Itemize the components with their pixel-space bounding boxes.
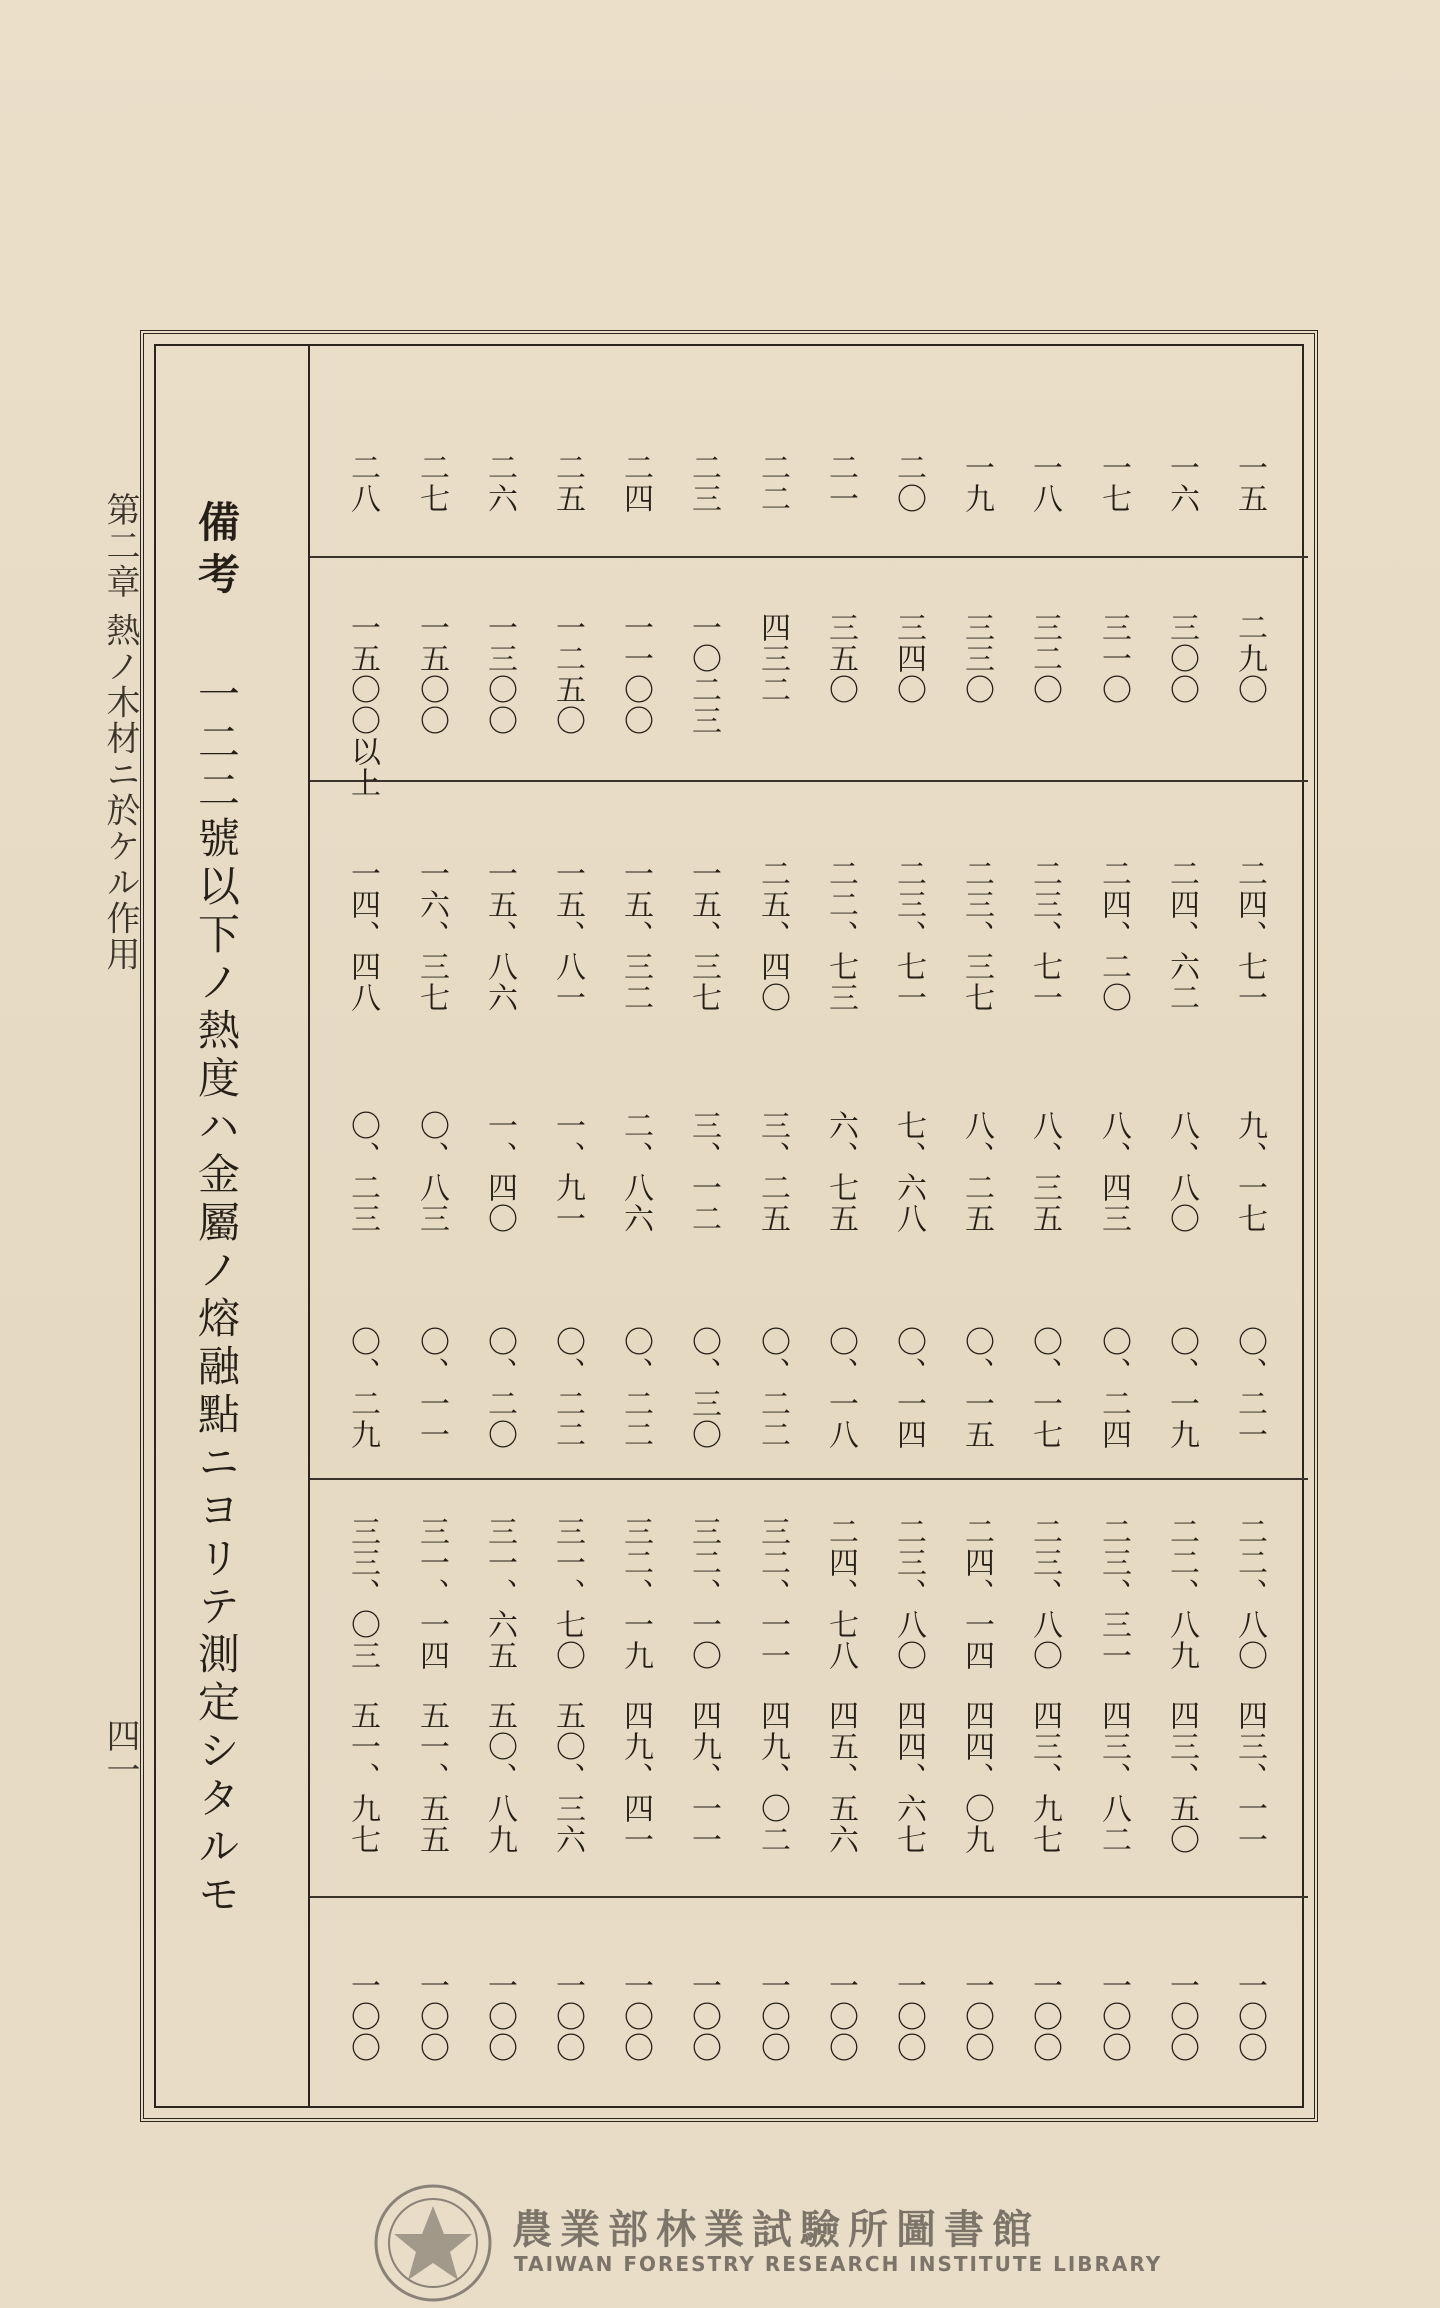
cell-c1: 一四、四八 xyxy=(345,858,380,1013)
remarks-label: 備考 xyxy=(192,500,241,604)
cell-c1: 一五、三二 xyxy=(618,858,653,1013)
cell-c1: 二三、七一 xyxy=(1027,858,1062,1013)
cell-c5: 四四、〇九 xyxy=(959,1700,994,1855)
cell-c4: 三二、一九 xyxy=(618,1516,653,1671)
cell-no: 二一 xyxy=(823,452,858,514)
cell-c2: 一、四〇 xyxy=(482,1110,517,1234)
cell-c1: 二四、二〇 xyxy=(1096,858,1131,1013)
cell-c4: 三二、一一 xyxy=(755,1516,790,1671)
cell-c5: 四五、五六 xyxy=(823,1700,858,1855)
cell-c2: 八、三五 xyxy=(1027,1110,1062,1234)
cell-total: 一〇〇 xyxy=(414,1970,449,2063)
cell-c3: 〇、二四 xyxy=(1096,1326,1131,1450)
cell-total: 一〇〇 xyxy=(1096,1970,1131,2063)
cell-temp: 三三〇 xyxy=(959,612,994,705)
cell-c1: 二五、四〇 xyxy=(755,858,790,1013)
cell-temp: 三四〇 xyxy=(891,612,926,705)
cell-c1: 二二、七三 xyxy=(823,858,858,1013)
cell-no: 二三 xyxy=(686,452,721,514)
cell-total: 一〇〇 xyxy=(345,1970,380,2063)
cell-c4: 三二、一〇 xyxy=(686,1516,721,1671)
cell-c1: 二四、六二 xyxy=(1164,858,1199,1013)
cell-c2: 八、八〇 xyxy=(1164,1110,1199,1234)
cell-total: 一〇〇 xyxy=(755,1970,790,2063)
cell-c3: 〇、二二 xyxy=(755,1326,790,1450)
cell-c3: 〇、二一 xyxy=(1232,1326,1267,1450)
cell-c2: 六、七五 xyxy=(823,1110,858,1234)
library-name: 農業部林業試驗所圖書館 xyxy=(512,2207,1040,2253)
cell-c2: 七、六八 xyxy=(891,1110,926,1234)
cell-c1: 一六、三七 xyxy=(414,858,449,1013)
page-number: 四一 xyxy=(100,1718,140,1786)
cell-temp: 一三〇〇 xyxy=(482,612,517,736)
cell-total: 一〇〇 xyxy=(823,1970,858,2063)
cell-temp: 三〇〇 xyxy=(1164,612,1199,705)
cell-c5: 五〇、八九 xyxy=(482,1700,517,1855)
cell-c4: 三一、一四 xyxy=(414,1516,449,1671)
cell-no: 二六 xyxy=(482,452,517,514)
cell-c4: 二三、三一 xyxy=(1096,1516,1131,1671)
cell-no: 一八 xyxy=(1027,452,1062,514)
cell-c2: 一、九一 xyxy=(550,1110,585,1234)
remarks-text: 一二二號以下ノ熱度ハ金屬ノ熔融點ニヨリテ測定シタルモ xyxy=(192,672,241,1920)
cell-c1: 一五、八一 xyxy=(550,858,585,1013)
row-divider xyxy=(310,556,1308,558)
cell-c5: 五〇、三六 xyxy=(550,1700,585,1855)
cell-c3: 〇、二九 xyxy=(345,1326,380,1450)
cell-no: 一九 xyxy=(959,452,994,514)
cell-no: 二八 xyxy=(345,452,380,514)
cell-c2: 二、八六 xyxy=(618,1110,653,1234)
cell-c5: 四三、一一 xyxy=(1232,1700,1267,1855)
cell-no: 二四 xyxy=(618,452,653,514)
cell-c5: 四九、四一 xyxy=(618,1700,653,1855)
cell-c3: 〇、一九 xyxy=(1164,1326,1199,1450)
remarks-note xyxy=(190,500,242,1920)
cell-c2: 八、二五 xyxy=(959,1110,994,1234)
cell-no: 二〇 xyxy=(891,452,926,514)
cell-no: 二七 xyxy=(414,452,449,514)
cell-temp: 一二五〇 xyxy=(550,612,585,736)
cell-no: 二五 xyxy=(550,452,585,514)
cell-c3: 〇、一七 xyxy=(1027,1326,1062,1450)
cell-c1: 二三、三七 xyxy=(959,858,994,1013)
cell-c4: 二四、七八 xyxy=(823,1516,858,1671)
cell-total: 一〇〇 xyxy=(1164,1970,1199,2063)
cell-temp: 一一〇〇 xyxy=(618,612,653,736)
cell-temp: 一〇二三 xyxy=(686,612,721,736)
cell-c2: 〇、二三 xyxy=(345,1110,380,1234)
table-frame xyxy=(140,330,1318,2122)
cell-c3: 〇、二二 xyxy=(550,1326,585,1450)
cell-c4: 二三、八〇 xyxy=(1027,1516,1062,1671)
cell-temp: 四三二 xyxy=(755,612,790,705)
remarks-divider xyxy=(308,346,310,2106)
cell-c3: 〇、一一 xyxy=(414,1326,449,1450)
cell-c3: 〇、一五 xyxy=(959,1326,994,1450)
cell-temp: 三五〇 xyxy=(823,612,858,705)
cell-no: 一七 xyxy=(1096,452,1131,514)
library-seal-icon xyxy=(372,2182,494,2304)
cell-c2: 九、一七 xyxy=(1232,1110,1267,1234)
cell-c1: 二四、七一 xyxy=(1232,858,1267,1013)
cell-c2: 〇、八三 xyxy=(414,1110,449,1234)
cell-c5: 四九、〇二 xyxy=(755,1700,790,1855)
cell-temp: 一五〇〇 xyxy=(414,612,449,736)
cell-total: 一〇〇 xyxy=(686,1970,721,2063)
cell-no: 一五 xyxy=(1232,452,1267,514)
cell-c4: 三一、七〇 xyxy=(550,1516,585,1671)
cell-c5: 四三、五〇 xyxy=(1164,1700,1199,1855)
cell-c2: 八、四三 xyxy=(1096,1110,1131,1234)
cell-c5: 四四、六七 xyxy=(891,1700,926,1855)
cell-c2: 三、二五 xyxy=(755,1110,790,1234)
cell-c5: 四三、九七 xyxy=(1027,1700,1062,1855)
cell-total: 一〇〇 xyxy=(550,1970,585,2063)
cell-c4: 二二、八九 xyxy=(1164,1516,1199,1671)
cell-c1: 二三、七一 xyxy=(891,858,926,1013)
running-head: 第二章 熱ノ木材ニ於ケル作用 xyxy=(100,492,140,973)
cell-no: 二二 xyxy=(755,452,790,514)
cell-total: 一〇〇 xyxy=(618,1970,653,2063)
cell-c4: 二二、八〇 xyxy=(1232,1516,1267,1671)
row-divider xyxy=(310,1478,1308,1480)
row-divider xyxy=(310,1896,1308,1898)
cell-c5: 五一、五五 xyxy=(414,1700,449,1855)
cell-c5: 四九、一一 xyxy=(686,1700,721,1855)
cell-c3: 〇、一八 xyxy=(823,1326,858,1450)
cell-total: 一〇〇 xyxy=(1027,1970,1062,2063)
cell-c3: 〇、二二 xyxy=(618,1326,653,1450)
cell-c1: 一五、八六 xyxy=(482,858,517,1013)
cell-c4: 二三、八〇 xyxy=(891,1516,926,1671)
cell-c3: 〇、二〇 xyxy=(482,1326,517,1450)
library-subtitle: TAIWAN FORESTRY RESEARCH INSTITUTE LIBRARY xyxy=(514,2252,1163,2276)
cell-temp: 二九〇 xyxy=(1232,612,1267,705)
cell-temp: 三一〇 xyxy=(1096,612,1131,705)
cell-c4: 三三、〇三 xyxy=(345,1516,380,1671)
row-divider xyxy=(310,780,1308,782)
cell-total: 一〇〇 xyxy=(891,1970,926,2063)
cell-c3: 〇、一四 xyxy=(891,1326,926,1450)
cell-total: 一〇〇 xyxy=(1232,1970,1267,2063)
cell-c5: 五一、九七 xyxy=(345,1700,380,1855)
cell-c3: 〇、三〇 xyxy=(686,1326,721,1450)
cell-temp: 三二〇 xyxy=(1027,612,1062,705)
cell-total: 一〇〇 xyxy=(482,1970,517,2063)
cell-no: 一六 xyxy=(1164,452,1199,514)
cell-c1: 一五、三七 xyxy=(686,858,721,1013)
cell-c2: 三、一二 xyxy=(686,1110,721,1234)
cell-c4: 二四、一四 xyxy=(959,1516,994,1671)
cell-c5: 四三、八二 xyxy=(1096,1700,1131,1855)
cell-total: 一〇〇 xyxy=(959,1970,994,2063)
table-frame-inner xyxy=(154,344,1304,2108)
cell-temp: 一五〇〇以上 xyxy=(345,612,380,798)
cell-c4: 三一、六五 xyxy=(482,1516,517,1671)
